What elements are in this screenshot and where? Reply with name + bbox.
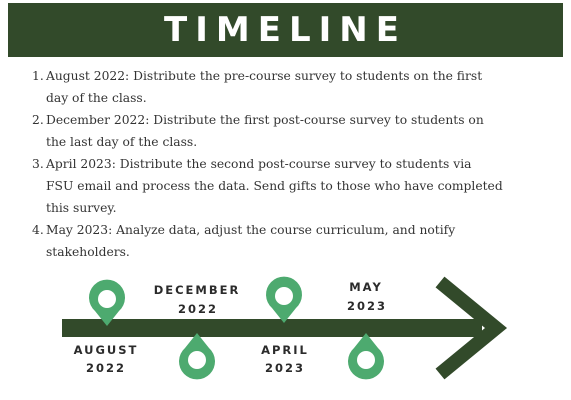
step-text-continued: day of the class. [46, 91, 147, 105]
timeline-banner [8, 3, 563, 57]
milestone-year: 2022 [177, 302, 219, 316]
milestone-month: MAY [349, 280, 383, 294]
list-item [32, 109, 552, 153]
step-number: 4. [32, 223, 44, 237]
list-item [32, 153, 552, 219]
arrow-shaft [62, 319, 482, 337]
step-number: 1. [32, 69, 44, 83]
step-number: 2. [32, 113, 44, 127]
milestone-year: 2022 [85, 361, 127, 375]
page-title: TIMELINE [164, 10, 407, 50]
step-text-continued: this survey. [46, 201, 117, 215]
map-pin-icon [179, 333, 215, 379]
list-item [32, 65, 552, 109]
step-text: August 2022: Distribute the pre-course survey to students on the first [46, 69, 483, 83]
step-number: 3. [32, 157, 44, 171]
map-pin-icon [348, 333, 384, 379]
timeline-diagram [0, 262, 571, 400]
step-text: May 2023: Analyze data, adjust the course curriculum, and notify [46, 223, 456, 237]
milestone-year: 2023 [264, 361, 306, 375]
map-pin-icon [266, 277, 302, 323]
step-text-continued: the last day of the class. [46, 135, 198, 149]
step-text: December 2022: Distribute the first post-course survey to students on [46, 113, 484, 127]
step-list [32, 65, 552, 263]
step-text-continued: stakeholders. [46, 245, 130, 259]
list-item [32, 219, 552, 263]
milestone-month: APRIL [261, 343, 309, 357]
milestone-month: DECEMBER [153, 283, 241, 297]
milestone-year: 2023 [346, 299, 388, 313]
step-text: April 2023: Distribute the second post-course survey to students via [46, 157, 472, 171]
milestone-month: AUGUST [73, 343, 139, 357]
step-text-continued: FSU email and process the data. Send gifts to those who have completed [46, 179, 503, 193]
